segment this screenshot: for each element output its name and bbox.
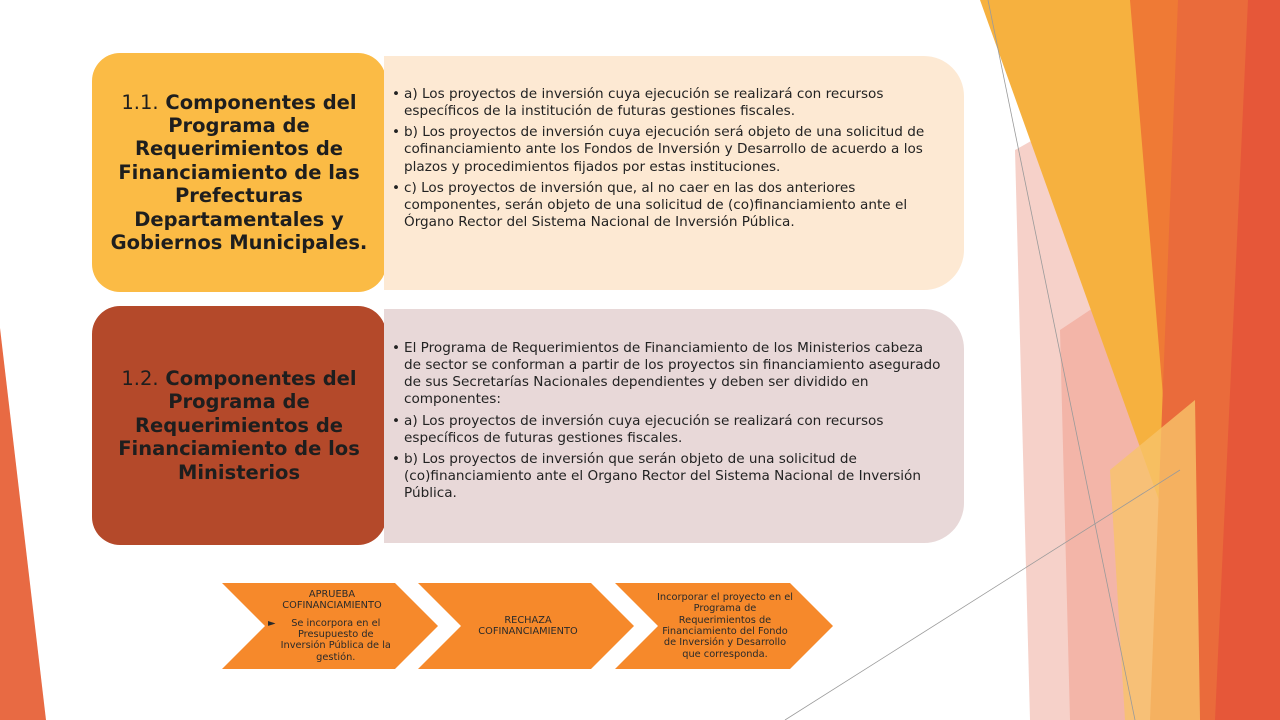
section2-label — [92, 306, 386, 545]
process-step-reject — [418, 583, 634, 669]
section2-number: 1.2. — [121, 367, 159, 391]
section2-item-a: • a) Los proyectos de inversión cuya ejecución se realizará con recursos específicos de futuras gestiones fiscales. — [392, 413, 942, 447]
section1-title: Componentes del Programa de Requerimientos de Financiamiento de las Prefecturas Departamentales y Gobiernos Municipales. — [110, 90, 368, 254]
step3-title: Incorporar el proyecto en el Programa de Requerimientos de Financiamiento del Fondo de Inversión y Desarrollo que corresponda. — [656, 592, 794, 660]
section2-title: Componentes del Programa de Requerimientos de Financiamiento de los Ministerios — [118, 367, 360, 484]
section1-content — [384, 56, 964, 290]
step1-detail: Se incorpora en el Presupuesto de Inversión Pública de la gestión. — [280, 617, 391, 663]
section1-item-a: • a) Los proyectos de inversión cuya ejecución se realizará con recursos específicos de la institución de futuras gestiones fiscales. — [392, 86, 942, 120]
section1-item-c: • c) Los proyectos de inversión que, al no caer en las dos anteriores componentes, serán objeto de una solicitud de (co)financiamiento ante el Órgano Rector del Sistema Nacional de Inversión Pública. — [392, 180, 942, 231]
section1-number: 1.1. — [121, 90, 159, 114]
section2-content — [384, 309, 964, 543]
section1-label — [92, 53, 386, 292]
process-step-approve — [222, 583, 438, 669]
section1-item-b: • b) Los proyectos de inversión cuya ejecución será objeto de una solicitud de cofinanciamiento ante los Fondos de Inversión y Desarrollo de acuerdo a los plazos y procedimientos fijados por estas instituciones. — [392, 124, 942, 175]
section2-item-b: • b) Los proyectos de inversión que serán objeto de una solicitud de (co)financiamiento ante el Organo Rector del Sistema Nacional de Inversión Pública. — [392, 451, 942, 502]
step1-arrow-icon: ► — [268, 617, 276, 629]
left-accent-triangle — [0, 328, 46, 720]
process-step-incorporate — [615, 583, 833, 669]
step2-title: RECHAZA COFINANCIAMIENTO — [478, 614, 578, 637]
section2-item-intro: • El Programa de Requerimientos de Financiamiento de los Ministerios cabeza de sector se conforman a partir de los proyectos sin financiamiento asegurado de sus Secretarías Nacionales dependientes y deben ser dividido en componentes: — [392, 340, 942, 409]
step1-title: APRUEBA COFINANCIAMIENTO — [282, 589, 382, 612]
